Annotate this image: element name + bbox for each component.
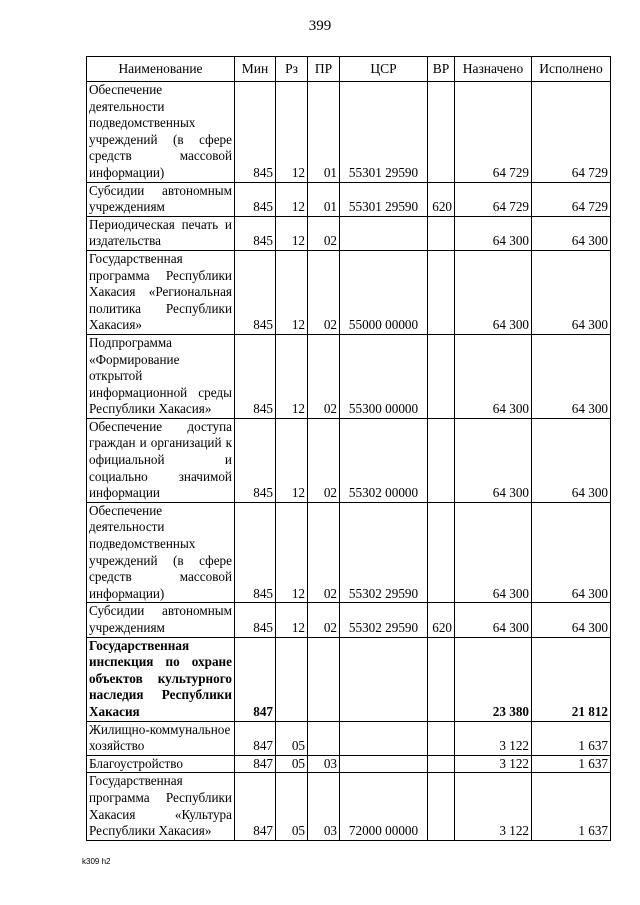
cell-vr [428,82,455,183]
cell-rz: 12 [276,82,308,183]
cell-name: Государственная инспекция по охране объектов культурного наследия Республики Хакасия [87,637,235,721]
cell-rz: 12 [276,603,308,637]
cell-csr: 72000 00000 [340,773,428,840]
cell-rz: 12 [276,182,308,216]
cell-pr: 02 [308,502,340,603]
cell-pr [308,637,340,721]
cell-executed: 64 300 [532,250,611,334]
cell-vr [428,418,455,502]
table-row [87,250,611,334]
cell-min: 845 [235,250,276,334]
cell-executed: 64 300 [532,216,611,250]
cell-vr [428,773,455,840]
cell-assigned: 64 729 [455,182,532,216]
cell-executed: 1 637 [532,755,611,773]
cell-vr [428,502,455,603]
cell-pr: 02 [308,216,340,250]
footer-code: k309 h2 [82,857,111,866]
cell-csr: 55302 29590 [340,603,428,637]
cell-rz: 05 [276,721,308,755]
cell-executed: 64 300 [532,418,611,502]
cell-pr: 01 [308,82,340,183]
page-number: 399 [308,18,332,34]
cell-csr: 55301 29590 [340,82,428,183]
table-row [87,603,611,637]
cell-executed: 21 812 [532,637,611,721]
table-row [87,82,611,183]
cell-vr [428,755,455,773]
cell-csr: 55302 29590 [340,502,428,603]
table-body [87,82,611,841]
cell-name: Обеспечение деятельности подведомственных учреждений (в сфере средств массовой информации) [87,502,235,603]
table-row [87,502,611,603]
cell-pr: 01 [308,182,340,216]
cell-name: Подпрограмма «Формирование открытой информационной среды Республики Хакасия» [87,334,235,418]
cell-name: Благоустройство [87,755,235,773]
cell-rz [276,637,308,721]
table-row [87,418,611,502]
column-header-pr: ПР [308,57,340,82]
table-row [87,182,611,216]
table-row [87,637,611,721]
table-header-row [87,57,611,82]
cell-vr [428,334,455,418]
cell-csr [340,721,428,755]
cell-executed: 64 729 [532,182,611,216]
cell-pr: 02 [308,334,340,418]
cell-executed: 64 729 [532,82,611,183]
column-header-csr: ЦСР [340,57,428,82]
cell-csr: 55000 00000 [340,250,428,334]
cell-min: 845 [235,182,276,216]
cell-assigned: 64 300 [455,418,532,502]
cell-rz: 12 [276,502,308,603]
cell-name: Обеспечение доступа граждан и организаций к официальной и социально значимой информации [87,418,235,502]
cell-min: 845 [235,216,276,250]
cell-pr: 03 [308,755,340,773]
table-row [87,721,611,755]
cell-min: 847 [235,755,276,773]
cell-pr: 02 [308,418,340,502]
cell-min: 847 [235,721,276,755]
cell-vr [428,721,455,755]
cell-executed: 64 300 [532,334,611,418]
cell-pr: 02 [308,250,340,334]
cell-pr [308,721,340,755]
cell-name: Периодическая печать и издательства [87,216,235,250]
cell-csr: 55302 00000 [340,418,428,502]
cell-pr: 03 [308,773,340,840]
cell-pr: 02 [308,603,340,637]
cell-vr [428,250,455,334]
cell-rz: 12 [276,418,308,502]
cell-min: 845 [235,82,276,183]
cell-assigned: 64 300 [455,334,532,418]
cell-rz: 05 [276,755,308,773]
cell-name: Обеспечение деятельности подведомственных учреждений (в сфере средств массовой информации) [87,82,235,183]
cell-executed: 64 300 [532,502,611,603]
cell-csr [340,755,428,773]
column-header-executed: Исполнено [532,57,611,82]
cell-min: 847 [235,637,276,721]
cell-vr: 620 [428,182,455,216]
column-header-min: Мин [235,57,276,82]
cell-assigned: 64 300 [455,216,532,250]
cell-assigned: 3 122 [455,755,532,773]
column-header-assigned: Назначено [455,57,532,82]
cell-vr [428,216,455,250]
cell-assigned: 3 122 [455,721,532,755]
cell-assigned: 23 380 [455,637,532,721]
cell-min: 845 [235,334,276,418]
cell-vr [428,637,455,721]
column-header-name: Наименование [87,57,235,82]
cell-name: Субсидии автономным учреждениям [87,603,235,637]
cell-name: Субсидии автономным учреждениям [87,182,235,216]
cell-vr: 620 [428,603,455,637]
column-header-vr: ВР [428,57,455,82]
table-row [87,773,611,840]
cell-min: 847 [235,773,276,840]
cell-min: 845 [235,603,276,637]
cell-assigned: 64 300 [455,250,532,334]
cell-csr: 55300 00000 [340,334,428,418]
cell-csr: 55301 29590 [340,182,428,216]
budget-table [86,56,611,841]
cell-name: Государственная программа Республики Хакасия «Региональная политика Республики Хакасия» [87,250,235,334]
table-row [87,216,611,250]
cell-csr [340,216,428,250]
cell-name: Государственная программа Республики Хакасия «Культура Республики Хакасия» [87,773,235,840]
cell-executed: 64 300 [532,603,611,637]
cell-executed: 1 637 [532,773,611,840]
cell-min: 845 [235,502,276,603]
table-row [87,334,611,418]
cell-min: 845 [235,418,276,502]
cell-rz: 12 [276,334,308,418]
cell-assigned: 64 300 [455,603,532,637]
column-header-rz: Рз [276,57,308,82]
table-row [87,755,611,773]
cell-rz: 05 [276,773,308,840]
cell-assigned: 64 300 [455,502,532,603]
cell-rz: 12 [276,216,308,250]
cell-name: Жилищно-коммунальное хозяйство [87,721,235,755]
cell-csr [340,637,428,721]
cell-executed: 1 637 [532,721,611,755]
cell-assigned: 64 729 [455,82,532,183]
cell-rz: 12 [276,250,308,334]
cell-assigned: 3 122 [455,773,532,840]
